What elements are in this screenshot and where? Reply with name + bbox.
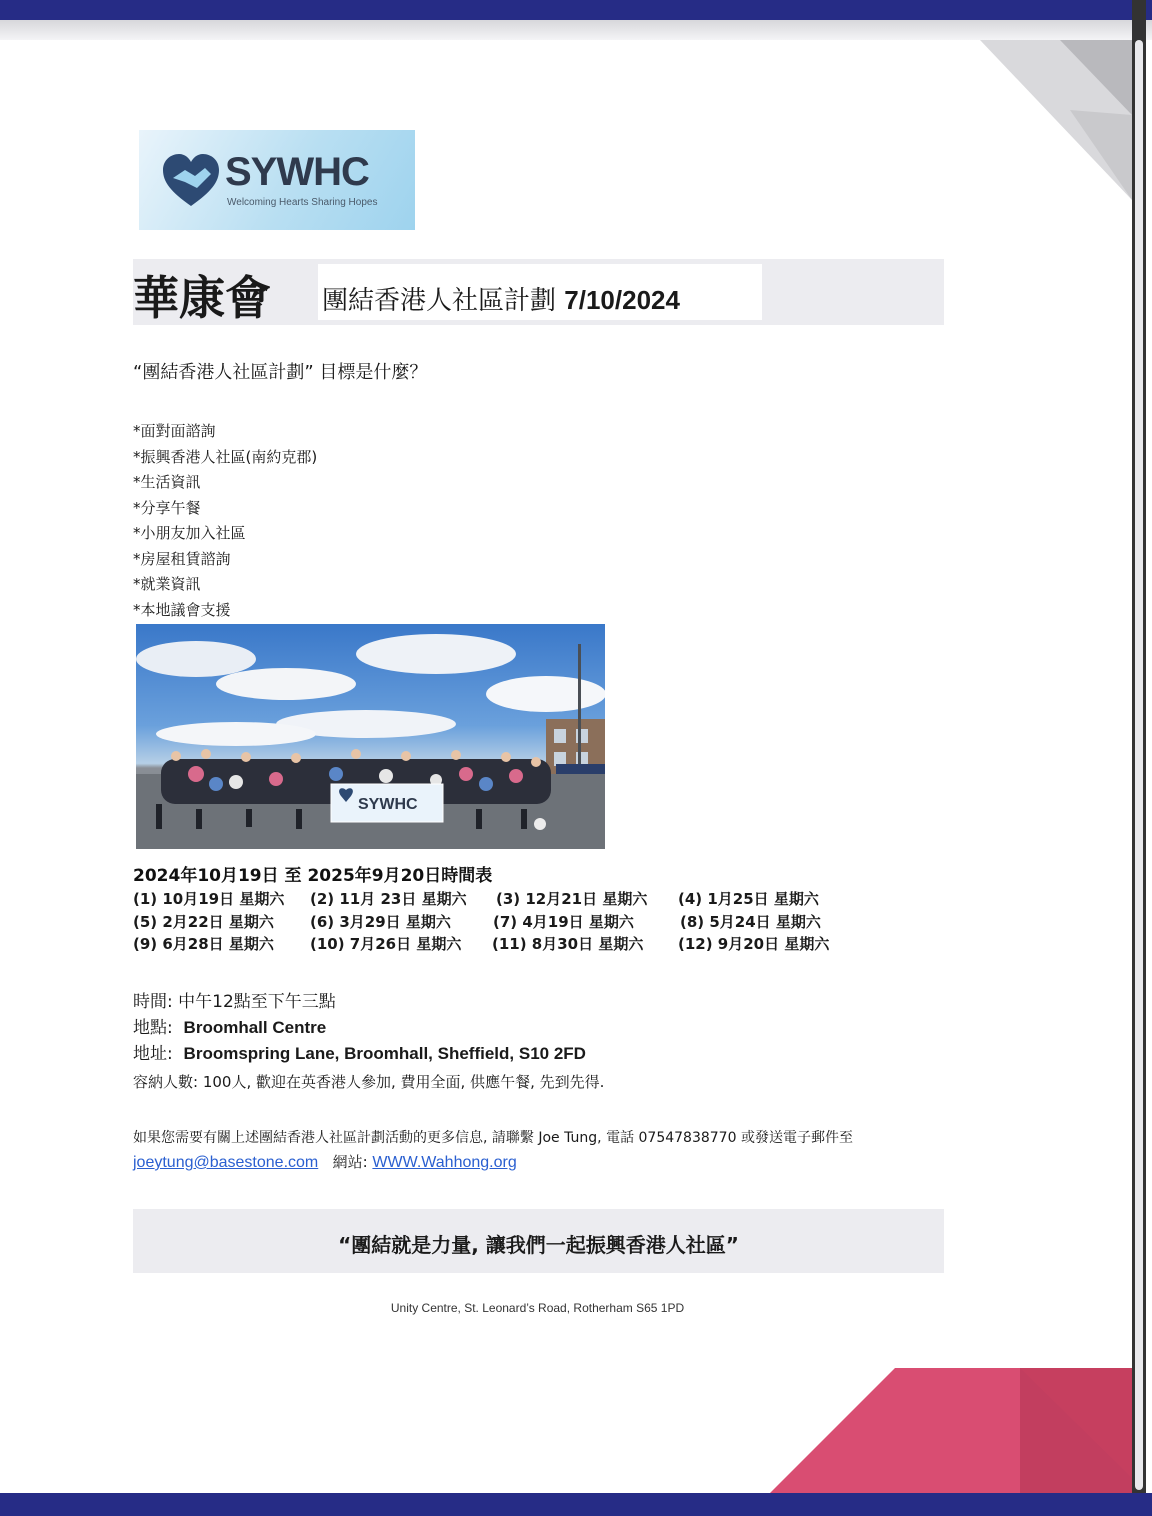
group-photo	[136, 624, 605, 849]
scrollbar-thumb[interactable]	[1135, 40, 1143, 1490]
email-link[interactable]: joeytung@basestone.com	[133, 1154, 319, 1171]
schedule-date: (3) 12月21日 星期六	[496, 890, 648, 908]
footer-address: Unity Centre, St. Leonard’s Road, Rotherham S65 1PD	[390, 1301, 685, 1315]
schedule-date: (5) 2月22日 星期六	[133, 912, 274, 931]
time-value: 中午12點至下午三點	[178, 992, 336, 1012]
website-link[interactable]: WWW.Wahhong.org	[372, 1154, 517, 1171]
slogan-banner	[133, 1209, 944, 1273]
contact-text: 如果您需要有關上述團結香港人社區計劃活動的更多信息, 請聯繫 Joe Tung, 電話 07547838770 或發送電子郵件至	[133, 1130, 853, 1146]
logo-tagline: Welcoming Hearts Sharing Hopes	[227, 197, 378, 208]
schedule-date: (7) 4月19日 星期六	[493, 912, 634, 931]
event-time	[133, 987, 336, 1012]
goal-item: *分享午餐	[133, 498, 201, 517]
schedule-date: (12) 9月20日 星期六	[678, 935, 830, 953]
schedule-date: (2) 11月 23日 星期六	[310, 890, 467, 908]
time-label: 時間:	[133, 992, 173, 1012]
logo-name: SYWHC	[225, 150, 369, 194]
schedule-date: (8) 5月24日 星期六	[680, 912, 821, 931]
schedule-date: (1) 10月19日 星期六	[133, 890, 285, 908]
goal-item: *生活資訊	[133, 473, 201, 491]
goal-item: *面對面諮詢	[133, 422, 216, 440]
group-photo-illustration	[136, 624, 605, 849]
event-venue	[133, 1013, 326, 1038]
schedule-date: (4) 1月25日 星期六	[678, 890, 819, 908]
capacity-text: 容納人數: 100人, 歡迎在英香港人參加, 費用全面, 供應午餐, 先到先得.	[133, 1073, 605, 1091]
schedule-title: 2024年10月19日 至 2025年9月20日時間表	[133, 866, 493, 886]
slogan-text: “團結就是力量, 讓我們一起振興香港人社區”	[338, 1233, 739, 1257]
page-curl-decoration	[980, 40, 1132, 220]
goal-item: *振興香港人社區(南約克郡)	[133, 447, 318, 466]
corner-decoration	[770, 1368, 1132, 1493]
project-title-text: 團結香港人社區計劃	[322, 286, 557, 316]
sywhc-logo	[139, 130, 415, 230]
contact-links	[133, 1151, 517, 1172]
schedule-date: (10) 7月26日 星期六	[310, 935, 462, 953]
goal-question: “團結香港人社區計劃” 目標是什麼？	[133, 362, 428, 383]
top-bar	[0, 0, 1152, 20]
goal-item: *房屋租賃諮詢	[133, 549, 231, 568]
heart-handshake-icon	[161, 152, 221, 212]
address-value: Broomspring Lane, Broomhall, Sheffield, S10 2FD	[183, 1044, 586, 1063]
address-label: 地址:	[133, 1044, 173, 1064]
goal-item: *就業資訊	[133, 575, 201, 593]
event-address	[133, 1039, 586, 1064]
goal-item: *小朋友加入社區	[133, 524, 246, 542]
bottom-bar	[0, 1493, 1152, 1516]
venue-label: 地點:	[133, 1018, 173, 1038]
goal-item: *本地議會支援	[133, 600, 231, 619]
schedule-date: (9) 6月28日 星期六	[133, 935, 274, 953]
photo-banner-text: SYWHC	[358, 796, 418, 813]
goal-list	[133, 419, 317, 623]
title-date: 7/10/2024	[564, 285, 680, 315]
page-top-edge	[0, 20, 1152, 40]
schedule-date: (11) 8月30日 星期六	[492, 935, 644, 953]
scrollbar[interactable]	[1132, 0, 1146, 1516]
project-title	[322, 280, 680, 317]
org-name: 華康會	[133, 271, 271, 325]
website-label: 網站:	[332, 1153, 368, 1171]
schedule-date: (6) 3月29日 星期六	[310, 912, 451, 931]
venue-value: Broomhall Centre	[183, 1018, 327, 1037]
